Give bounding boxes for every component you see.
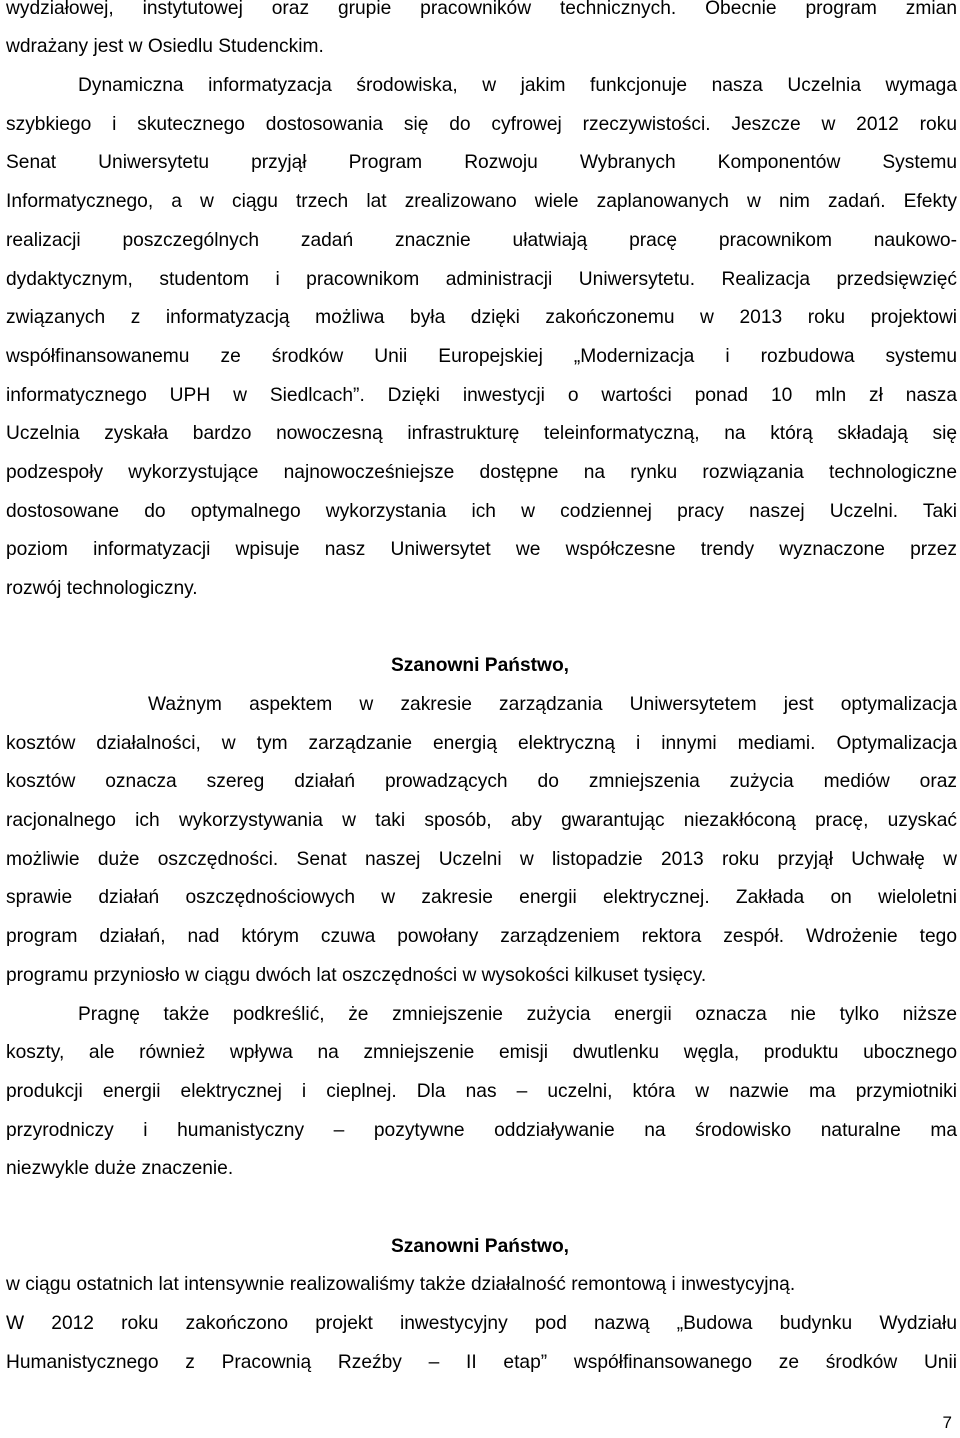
text-line: Pragnę także podkreślić, że zmniejszenie zużycia energii oznacza nie tylko niższe (78, 1004, 957, 1025)
text-line: sprawie działań oszczędnościowych w zakresie energii elektrycznej. Zakłada on wieloletni (6, 887, 957, 908)
text-line: w ciągu ostatnich lat intensywnie realizowaliśmy także działalność remontową i inwestycyjną. (6, 1274, 796, 1295)
text-line: możliwie duże oszczędności. Senat naszej Uczelni w listopadzie 2013 roku przyjął Uchwałę w (6, 849, 957, 870)
text-line: wydziałowej, instytutowej oraz grupie pracowników technicznych. Obecnie program zmian (6, 0, 957, 19)
text-line: Uczelnia zyskała bardzo nowoczesną infrastrukturę teleinformatyczną, na którą składają się (6, 423, 957, 444)
section-heading: Szanowni Państwo, (390, 1236, 570, 1257)
text-line: niezwykle duże znaczenie. (6, 1158, 234, 1179)
text-line: Ważnym aspektem w zakresie zarządzania Uniwersytetem jest optymalizacja (148, 694, 957, 715)
text-line: Informatycznego, a w ciągu trzech lat zrealizowano wiele zaplanowanych w nim zadań. Efekty (6, 191, 957, 212)
text-line: realizacji poszczególnych zadań znacznie ułatwiają pracę pracownikom naukowo- (6, 230, 957, 251)
text-line: współfinansowanemu ze środków Unii Europejskiej „Modernizacja i rozbudowa systemu (6, 346, 957, 367)
page-number: 7 (942, 1413, 952, 1432)
text-line: związanych z informatyzacją możliwa była dzięki zakończonemu w 2013 roku projektowi (6, 307, 957, 328)
text-line: Dynamiczna informatyzacja środowiska, w jakim funkcjonuje nasza Uczelnia wymaga (78, 75, 957, 96)
text-line: programu przyniosło w ciągu dwóch lat oszczędności w wysokości kilkuset tysięcy. (6, 965, 707, 986)
text-line: poziom informatyzacji wpisuje nasz Uniwersytet we współczesne trendy wyznaczone przez (6, 539, 957, 560)
text-line: dostosowane do optymalnego wykorzystania ich w codziennej pracy naszej Uczelni. Taki (6, 501, 957, 522)
text-line: produkcji energii elektrycznej i cieplnej. Dla nas – uczelni, która w nazwie ma przymiotniki (6, 1081, 957, 1102)
text-line: informatycznego UPH w Siedlcach”. Dzięki inwestycji o wartości ponad 10 mln zł nasza (6, 385, 957, 406)
text-line: racjonalnego ich wykorzystywania w taki sposób, aby gwarantując niezakłóconą pracę, uzyskać (6, 810, 957, 831)
section-heading: Szanowni Państwo, (390, 655, 570, 676)
text-line: W 2012 roku zakończono projekt inwestycyjny pod nazwą „Budowa budynku Wydziału (6, 1313, 957, 1334)
text-line: kosztów działalności, w tym zarządzanie energią elektryczną i innymi mediami. Optymalizacja (6, 733, 957, 754)
text-line: rozwój technologiczny. (6, 578, 198, 599)
text-line: Humanistycznego z Pracownią Rzeźby – II etap” współfinansowanego ze środków Unii (6, 1352, 957, 1373)
text-line: wdrażany jest w Osiedlu Studenckim. (6, 36, 324, 57)
text-line: szybkiego i skutecznego dostosowania się do cyfrowej rzeczywistości. Jeszcze w 2012 roku (6, 114, 957, 135)
text-line: kosztów oznacza szereg działań prowadzących do zmniejszenia zużycia mediów oraz (6, 771, 957, 792)
text-line: podzespoły wykorzystujące najnowocześniejsze dostępne na rynku rozwiązania technologiczne (6, 462, 957, 483)
text-line: program działań, nad którym czuwa powołany zarządzeniem rektora zespół. Wdrożenie tego (6, 926, 957, 947)
text-line: Senat Uniwersytetu przyjął Program Rozwoju Wybranych Komponentów Systemu (6, 152, 957, 173)
text-line: koszty, ale również wpływa na zmniejszenie emisji dwutlenku węgla, produktu ubocznego (6, 1042, 957, 1063)
text-line: dydaktycznym, studentom i pracownikom administracji Uniwersytetu. Realizacja przedsięwzięć (6, 269, 957, 290)
text-line: przyrodniczy i humanistyczny – pozytywne oddziaływanie na środowisko naturalne ma (6, 1120, 957, 1141)
